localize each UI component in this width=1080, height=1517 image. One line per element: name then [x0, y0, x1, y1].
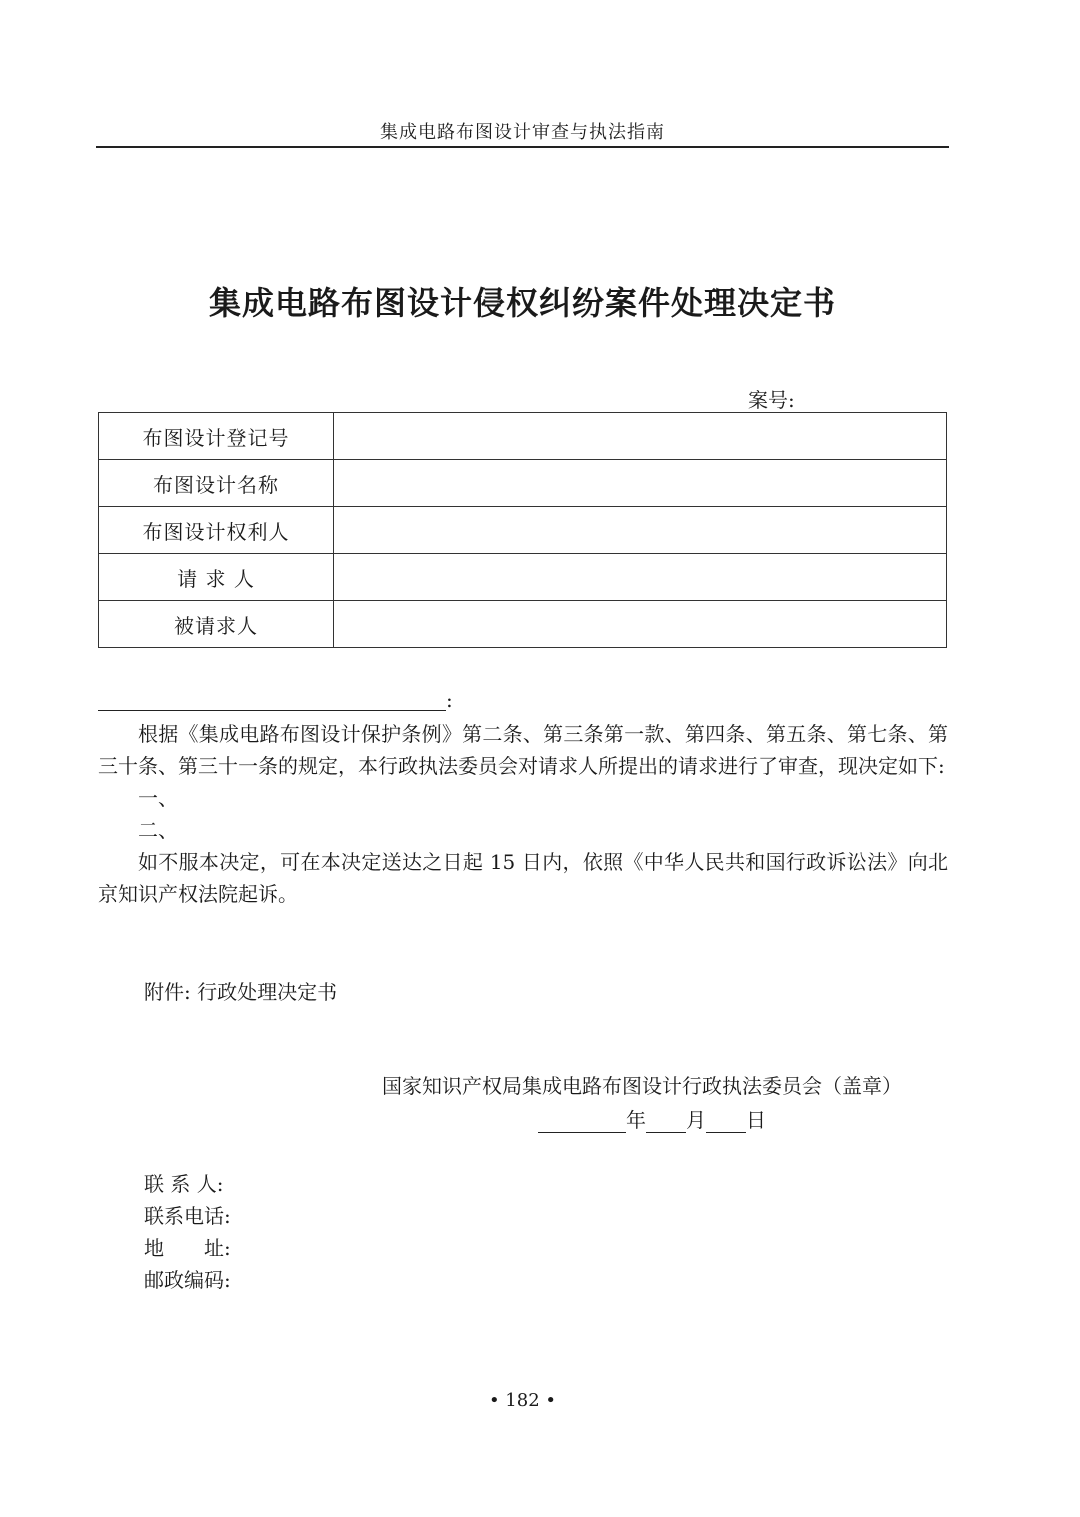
header-rule	[96, 146, 949, 148]
table-value	[334, 601, 947, 648]
table-row	[99, 460, 947, 507]
table-value	[334, 554, 947, 601]
contact-block	[144, 1168, 231, 1296]
month-label: 月	[686, 1108, 706, 1132]
decision-item-2: 二、	[138, 818, 178, 842]
month-blank	[646, 1110, 686, 1133]
contact-postcode-label: 邮政编码:	[144, 1268, 231, 1292]
case-number-label: 案号:	[748, 388, 795, 412]
decision-body	[98, 718, 948, 910]
addressee-blank-line	[98, 710, 446, 711]
table-row	[99, 507, 947, 554]
table-row	[99, 413, 947, 460]
table-value	[334, 507, 947, 554]
table-label: 布图设计权利人	[99, 507, 334, 554]
year-blank	[538, 1110, 626, 1133]
page-number: • 182 •	[488, 1390, 557, 1411]
table-label: 请 求 人	[99, 554, 334, 601]
contact-person-label: 联 系 人:	[144, 1172, 224, 1196]
table-label: 被请求人	[99, 601, 334, 648]
date-line	[538, 1104, 766, 1133]
year-label: 年	[626, 1108, 646, 1132]
table-value	[334, 460, 947, 507]
table-row	[99, 601, 947, 648]
body-paragraph: 根据《集成电路布图设计保护条例》第二条、第三条第一款、第四条、第五条、第七条、第三十条、第三十一条的规定，本行政执法委员会对请求人所提出的请求进行了审查，现决定如下:	[98, 722, 948, 778]
running-header: 集成电路布图设计审查与执法指南	[380, 122, 665, 143]
day-label: 日	[746, 1108, 766, 1132]
table-label: 布图设计名称	[99, 460, 334, 507]
day-blank	[706, 1110, 746, 1133]
appeal-paragraph: 如不服本决定，可在本决定送达之日起 15 日内，依照《中华人民共和国行政诉讼法》向北京知识产权法院起诉。	[98, 850, 948, 906]
addressee-colon: :	[446, 688, 453, 712]
table-label: 布图设计登记号	[99, 413, 334, 460]
document-title: 集成电路布图设计侵权纠纷案件处理决定书	[208, 284, 836, 322]
table-value	[334, 413, 947, 460]
issuer-seal-line: 国家知识产权局集成电路布图设计行政执法委员会（盖章）	[382, 1074, 902, 1098]
attachment-line: 附件: 行政处理决定书	[144, 980, 338, 1004]
contact-phone-label: 联系电话:	[144, 1204, 231, 1228]
table-row	[99, 554, 947, 601]
decision-item-1: 一、	[138, 786, 178, 810]
contact-address-label: 地 址:	[144, 1236, 231, 1260]
info-table	[98, 412, 947, 648]
